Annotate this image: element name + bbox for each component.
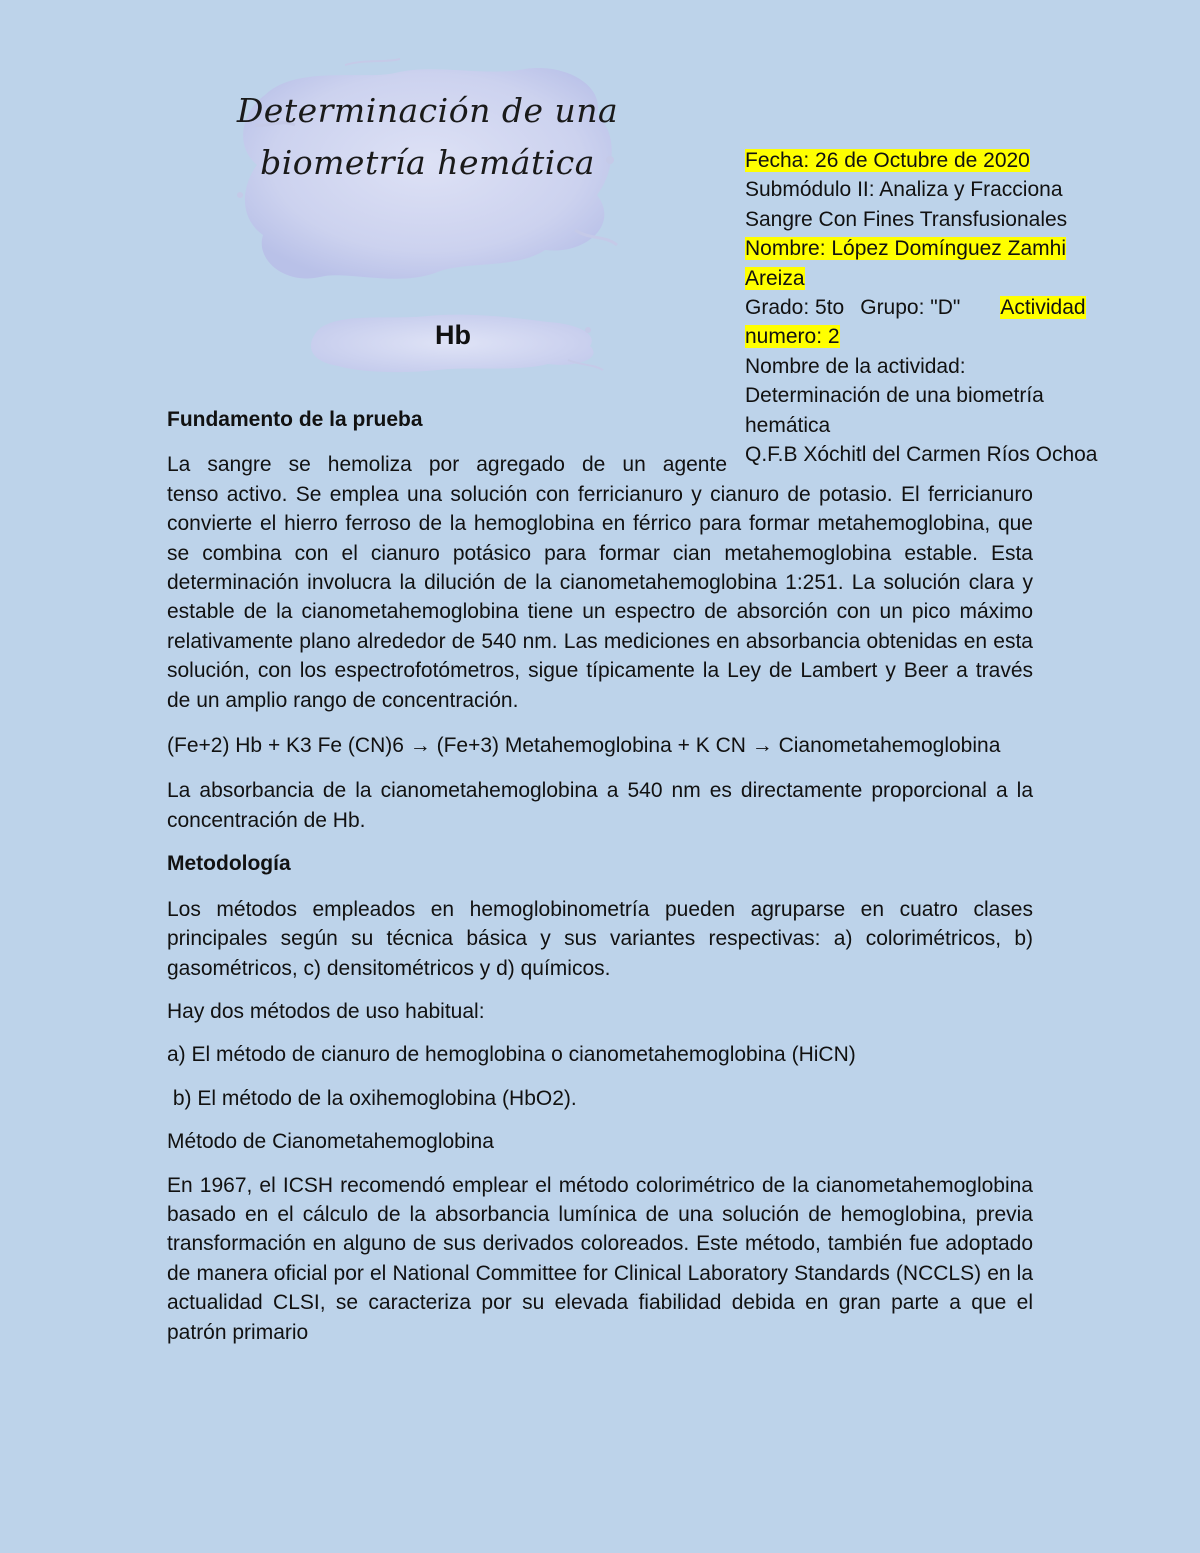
fundamento-heading: Fundamento de la prueba bbox=[167, 408, 423, 431]
nombre-actividad-label: Nombre de la actividad: bbox=[745, 354, 966, 378]
nombre-actividad-line-2: hemática bbox=[745, 413, 831, 437]
metodo-b: b) El método de la oxihemoglobina (HbO2). bbox=[167, 1086, 577, 1110]
actividad-text-1: Actividad bbox=[1000, 296, 1086, 320]
grupo-text: Grupo: "D" bbox=[860, 296, 961, 320]
metodologia-heading: Metodología bbox=[167, 852, 291, 876]
reaction-equation: (Fe+2) Hb + K3 Fe (CN)6 → (Fe+3) Metahemoglobina + K CN → Cianometahemoglobina bbox=[167, 734, 1001, 758]
hb-cloud bbox=[298, 300, 608, 380]
document-body bbox=[167, 405, 1033, 1347]
fecha-text: Fecha: 26 de Octubre de 2020 bbox=[745, 149, 1030, 172]
nombre-actividad-line-1: Determinación de una biometría bbox=[745, 384, 1044, 408]
hb-label: Hb bbox=[435, 320, 471, 350]
title-cloud bbox=[225, 55, 630, 300]
nombre-line-1 bbox=[745, 234, 1165, 263]
metodo-ciano-paragraph: En 1967, el ICSH recomendó emplear el método colorimétrico de la cianometahemoglobina basado en el cálculo de la absorbancia lumínica de una solución de hemoglobina, previa transformación en alguno de sus derivados coloreados. Este método, también fue adoptado de manera oficial por el National Committee for Clinical Laboratory Standards (NCCLS) en la actualidad CLSI, se caracteriza por su elevada fiabilidad debida en gran parte a que el patrón primario bbox=[167, 1173, 1033, 1344]
metodo-ciano-heading: Método de Cianometahemoglobina bbox=[167, 1130, 494, 1154]
nombre-text-1: Nombre: López Domínguez Zamhi bbox=[745, 237, 1066, 261]
submodulo-line-2: Sangre Con Fines Transfusionales bbox=[745, 207, 1068, 231]
absorbancia-paragraph: La absorbancia de la cianometahemoglobina a 540 nm es directamente proporcional a la concentración de Hb. bbox=[167, 779, 1033, 832]
metodologia-paragraph: Los métodos empleados en hemoglobinometría pueden agruparse en cuatro clases principales según su técnica básica y sus variantes respectivas: a) colorimétricos, b) gasométricos, c) densitométricos y d) químicos. bbox=[167, 897, 1033, 980]
submodulo-line-1: Submódulo II: Analiza y Fracciona bbox=[745, 178, 1063, 202]
actividad-text-2: numero: 2 bbox=[745, 325, 840, 349]
fundamento-first-line-text: La sangre se hemoliza por agregado de un agente bbox=[167, 453, 727, 477]
title-line-1: Determinación de una bbox=[236, 91, 619, 130]
document-title bbox=[225, 85, 630, 189]
fecha-line bbox=[745, 146, 1165, 175]
fundamento-paragraph: tenso activo. Se emplea una solución con ferricianuro y cianuro de potasio. El ferricianuro convierte el hierro ferroso de la hemoglobina en férrico para formar metahemoglobina, que se combina con el cianuro potásico para formar cian metahemoglobina estable. Esta determinación involucra la dilución de la cianometahemoglobina 1:251. La solución clara y estable de la cianometahemoglobina tiene un espectro de absorción con un pico máximo relativamente plano alrededor de 540 nm. Las mediciones en absorbancia obtenidas en esta solución, con los espectrofotómetros, sigue típicamente la Ley de Lambert y Beer a través de un amplio rango de concentración. bbox=[167, 482, 1033, 712]
actividad-line bbox=[745, 322, 1165, 351]
grado-text: Grado: 5to bbox=[745, 296, 845, 320]
metodo-a: a) El método de cianuro de hemoglobina o cianometahemoglobina (HiCN) bbox=[167, 1043, 856, 1067]
nombre-text-2: Areiza bbox=[745, 266, 805, 290]
fundamento-paragraph-first-line bbox=[167, 450, 1033, 479]
grado-line bbox=[745, 293, 1165, 322]
title-line-2: biometría hemática bbox=[260, 143, 595, 182]
nombre-line-2 bbox=[745, 264, 1165, 293]
profesor-line: Q.F.B Xóchitl del Carmen Ríos Ochoa bbox=[745, 443, 1098, 467]
metodos-intro: Hay dos métodos de uso habitual: bbox=[167, 999, 485, 1023]
